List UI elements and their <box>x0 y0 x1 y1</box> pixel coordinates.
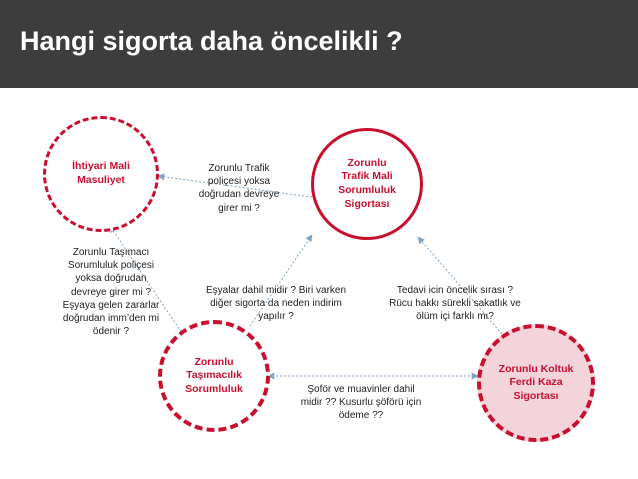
tasimacilik-sorumluluk-node <box>158 320 270 432</box>
ihtiyari-mali-mesuliyet-node <box>43 116 159 232</box>
trafik-mali-sorumluluk-node <box>311 128 423 240</box>
tedavi-question: Tedavi icin öncelik sırası ? Rücu hakkı sürekli sakatlık ve ölüm içi farklı mı? <box>389 285 521 323</box>
tasimacilik-sorumluluk-label: Zorunlu Taşımacılık Sorumluluk <box>185 355 243 395</box>
page-title: Hangi sigorta daha öncelikli ? <box>20 26 403 56</box>
tasimaci-police-question: Zorunlu Taşımacı Sorumluluk poliçesi yoksa doğrudan devreye girer mi ? Eşyaya gelen zararlar doğrudan imm’den mi ödenir ? <box>62 247 160 338</box>
trafik-police-question: Zorunlu Trafik poliçesi yoksa doğrudan devreye girer mi ? <box>198 163 280 214</box>
koltuk-ferdi-kaza-label: Zorunlu Koltuk Ferdi Kaza Sigortası <box>498 362 574 402</box>
koltuk-ferdi-kaza-node <box>477 324 595 442</box>
sofor-question: Şoför ve muavinler dahil midir ?? Kusurlu şöförü için ödeme ?? <box>300 384 422 422</box>
esyalar-question: Eşyalar dahil midir ? Biri varken diğer sigorta da neden indirim yapılır ? <box>205 285 347 323</box>
trafik-mali-sorumluluk-label: Zorunlu Trafik Mali Sorumluluk Sigortası <box>338 156 396 210</box>
ihtiyari-mali-mesuliyet-label: İhtiyari Mali Masuliyet <box>72 160 130 186</box>
